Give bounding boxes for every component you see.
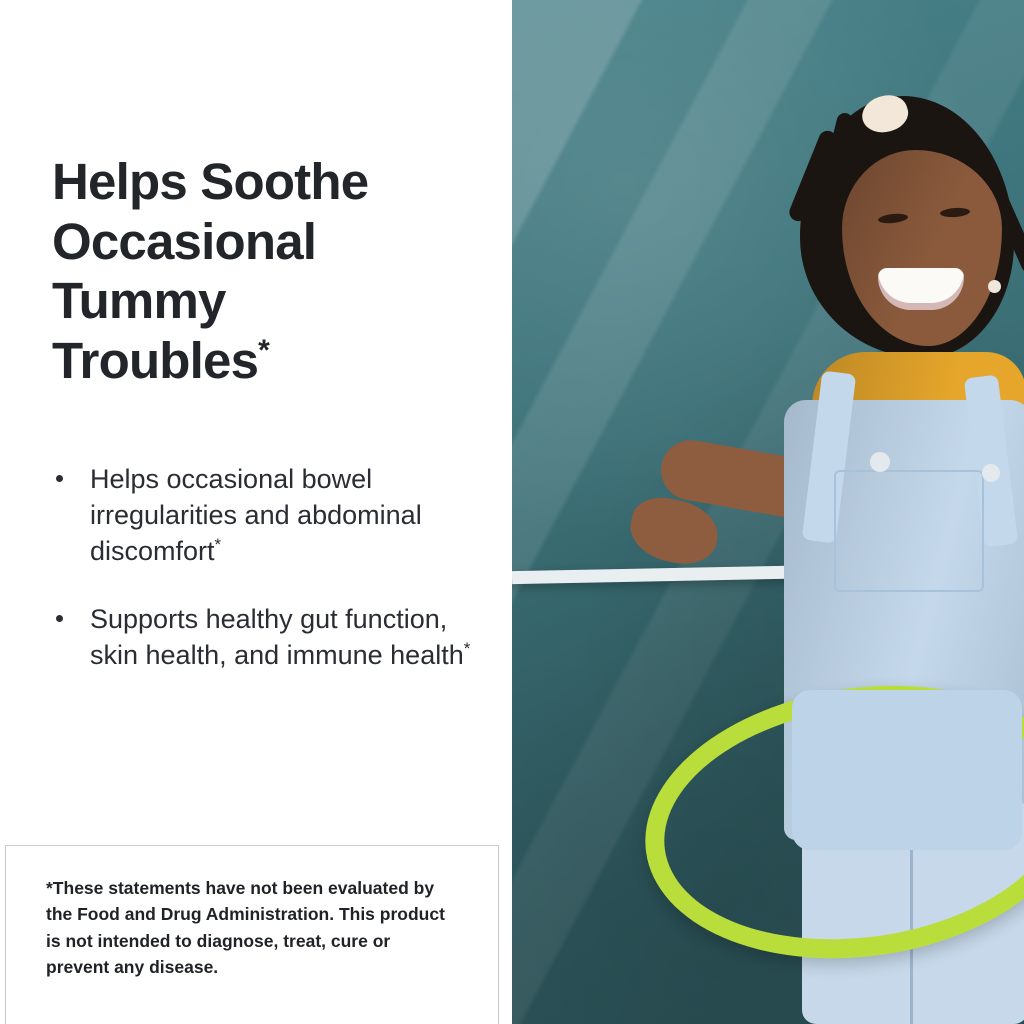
hoop-occlusion [792,690,1022,850]
earring [988,280,1001,293]
girl-figure [512,0,1024,1024]
benefit-text: Supports healthy gut function, skin health, and immune health [90,603,464,670]
lifestyle-photo [512,0,1024,1024]
headline-line-3: Tummy [52,272,226,330]
page-title [52,152,472,391]
headline-line-1: Helps Soothe [52,153,369,210]
benefit-text: Helps occasional bowel irregularities and abdominal discomfort [90,464,422,566]
bullet-dot-icon [56,475,63,482]
overall-button [982,464,1000,482]
list-item [48,462,478,570]
list-item [48,602,478,674]
bib-pocket [834,470,984,592]
benefit-asterisk: * [214,534,222,554]
headline-asterisk: * [258,333,270,367]
disclaimer-text: *These statements have not been evaluated by the Food and Drug Administration. This product is not intended to diagnose, treat, cure or prevent any disease. [46,878,445,977]
headline-line-2: Occasional [52,212,317,270]
headline-line-4: Troubles [52,331,259,389]
benefit-list [48,462,478,706]
disclaimer-box [5,845,499,1024]
overall-button [870,452,890,472]
bullet-dot-icon [56,615,63,622]
benefit-asterisk: * [463,638,471,658]
